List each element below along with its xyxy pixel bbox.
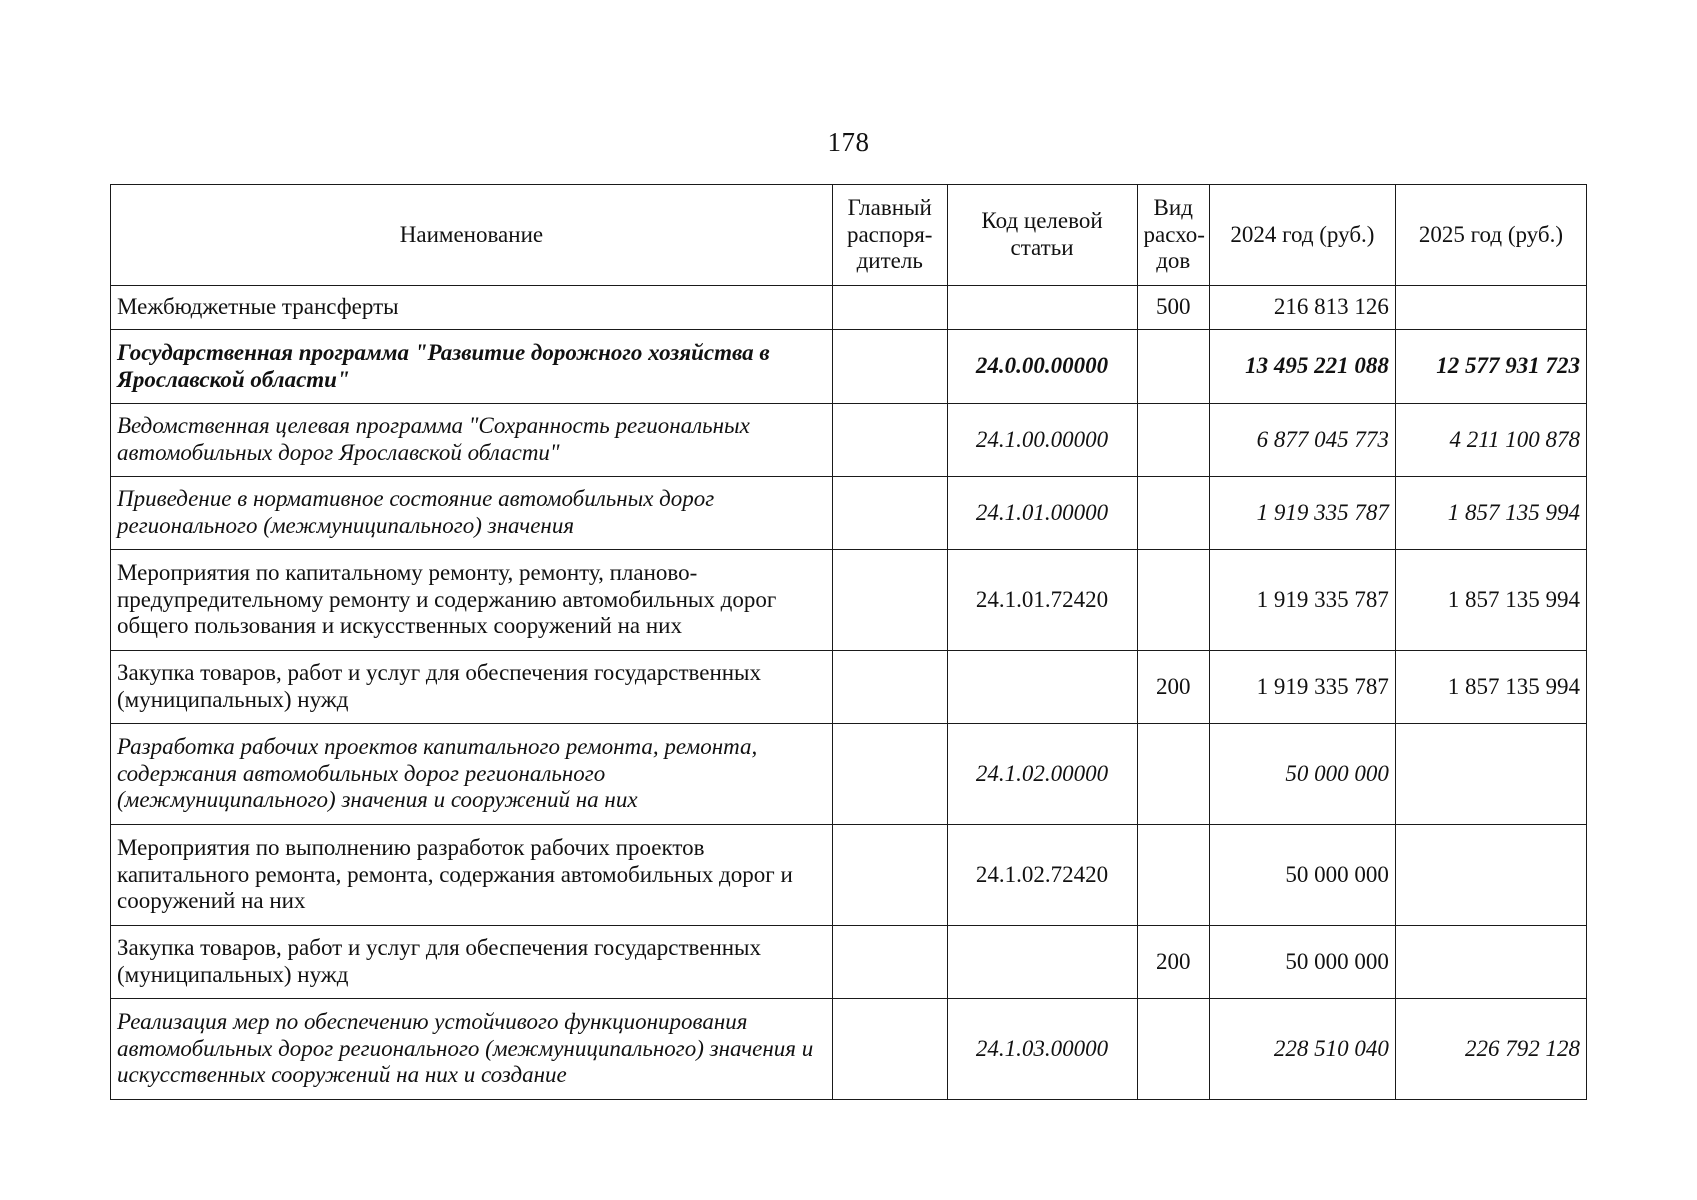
budget-table: [110, 184, 1587, 1100]
row-amount-2024: 6 877 045 773: [1209, 404, 1395, 477]
header-expense-type: Вид расхо-дов: [1137, 185, 1209, 286]
row-name: Приведение в нормативное состояние автомобильных дорог регионального (межмуниципального) значения: [111, 477, 833, 550]
row-amount-2025: [1395, 926, 1586, 999]
row-expense-type: 200: [1137, 926, 1209, 999]
row-amount-2024: 50 000 000: [1209, 926, 1395, 999]
row-main-manager: [832, 477, 947, 550]
row-expense-type: [1137, 477, 1209, 550]
row-amount-2025: 1 857 135 994: [1395, 651, 1586, 724]
row-main-manager: [832, 286, 947, 330]
table-row: [111, 550, 1587, 651]
page-number: 178: [827, 127, 870, 157]
row-amount-2025: [1395, 724, 1586, 825]
row-name: Мероприятия по капитальному ремонту, ремонту, планово-предупредительному ремонту и содержанию автомобильных дорог общего пользования и искусственных сооружений на них: [111, 550, 833, 651]
table-row: [111, 404, 1587, 477]
row-amount-2024: 50 000 000: [1209, 724, 1395, 825]
row-target-code: 24.1.02.00000: [947, 724, 1137, 825]
table-row: [111, 999, 1587, 1100]
header-target-code: Код целевой статьи: [947, 185, 1137, 286]
row-amount-2025: 12 577 931 723: [1395, 330, 1586, 404]
table-row: [111, 651, 1587, 724]
row-expense-type: [1137, 825, 1209, 926]
row-amount-2024: 228 510 040: [1209, 999, 1395, 1100]
row-amount-2025: 1 857 135 994: [1395, 477, 1586, 550]
row-name: Государственная программа "Развитие дорожного хозяйства в Ярославской области": [111, 330, 833, 404]
row-main-manager: [832, 999, 947, 1100]
row-name: Ведомственная целевая программа "Сохранность региональных автомобильных дорог Ярославской области": [111, 404, 833, 477]
row-expense-type: 500: [1137, 286, 1209, 330]
row-amount-2024: 216 813 126: [1209, 286, 1395, 330]
row-expense-type: [1137, 330, 1209, 404]
row-amount-2024: 13 495 221 088: [1209, 330, 1395, 404]
row-amount-2025: [1395, 825, 1586, 926]
row-main-manager: [832, 651, 947, 724]
table-body: [111, 286, 1587, 1100]
row-target-code: 24.1.02.72420: [947, 825, 1137, 926]
row-main-manager: [832, 330, 947, 404]
row-name: Межбюджетные трансферты: [111, 286, 833, 330]
row-target-code: 24.0.00.00000: [947, 330, 1137, 404]
row-target-code: 24.1.01.72420: [947, 550, 1137, 651]
row-name: Мероприятия по выполнению разработок рабочих проектов капитального ремонта, ремонта, содержания автомобильных дорог и сооружений на них: [111, 825, 833, 926]
row-main-manager: [832, 550, 947, 651]
row-amount-2024: 1 919 335 787: [1209, 550, 1395, 651]
row-main-manager: [832, 404, 947, 477]
row-target-code: 24.1.03.00000: [947, 999, 1137, 1100]
row-expense-type: 200: [1137, 651, 1209, 724]
row-expense-type: [1137, 550, 1209, 651]
header-row: [111, 185, 1587, 286]
row-main-manager: [832, 825, 947, 926]
row-name: Разработка рабочих проектов капитального ремонта, ремонта, содержания автомобильных дорог регионального (межмуниципального) значения и сооружений на них: [111, 724, 833, 825]
row-target-code: 24.1.01.00000: [947, 477, 1137, 550]
table-row: [111, 825, 1587, 926]
row-amount-2025: [1395, 286, 1586, 330]
row-amount-2025: 4 211 100 878: [1395, 404, 1586, 477]
header-main-manager: Главный распоря-дитель: [832, 185, 947, 286]
table-row: [111, 286, 1587, 330]
header-year-2025: 2025 год (руб.): [1395, 185, 1586, 286]
row-target-code: [947, 286, 1137, 330]
row-name: Закупка товаров, работ и услуг для обеспечения государственных (муниципальных) нужд: [111, 926, 833, 999]
table-row: [111, 477, 1587, 550]
row-amount-2025: 1 857 135 994: [1395, 550, 1586, 651]
row-amount-2024: 50 000 000: [1209, 825, 1395, 926]
row-target-code: 24.1.00.00000: [947, 404, 1137, 477]
row-amount-2025: 226 792 128: [1395, 999, 1586, 1100]
table-row: [111, 330, 1587, 404]
row-amount-2024: 1 919 335 787: [1209, 651, 1395, 724]
row-main-manager: [832, 926, 947, 999]
row-main-manager: [832, 724, 947, 825]
row-expense-type: [1137, 999, 1209, 1100]
table-row: [111, 926, 1587, 999]
table-row: [111, 724, 1587, 825]
row-expense-type: [1137, 404, 1209, 477]
row-target-code: [947, 926, 1137, 999]
row-name: Реализация мер по обеспечению устойчивого функционирования автомобильных дорог регионального (межмуниципального) значения и искусственных сооружений на них и создание: [111, 999, 833, 1100]
row-expense-type: [1137, 724, 1209, 825]
row-name: Закупка товаров, работ и услуг для обеспечения государственных (муниципальных) нужд: [111, 651, 833, 724]
row-amount-2024: 1 919 335 787: [1209, 477, 1395, 550]
header-name: Наименование: [111, 185, 833, 286]
row-target-code: [947, 651, 1137, 724]
header-year-2024: 2024 год (руб.): [1209, 185, 1395, 286]
